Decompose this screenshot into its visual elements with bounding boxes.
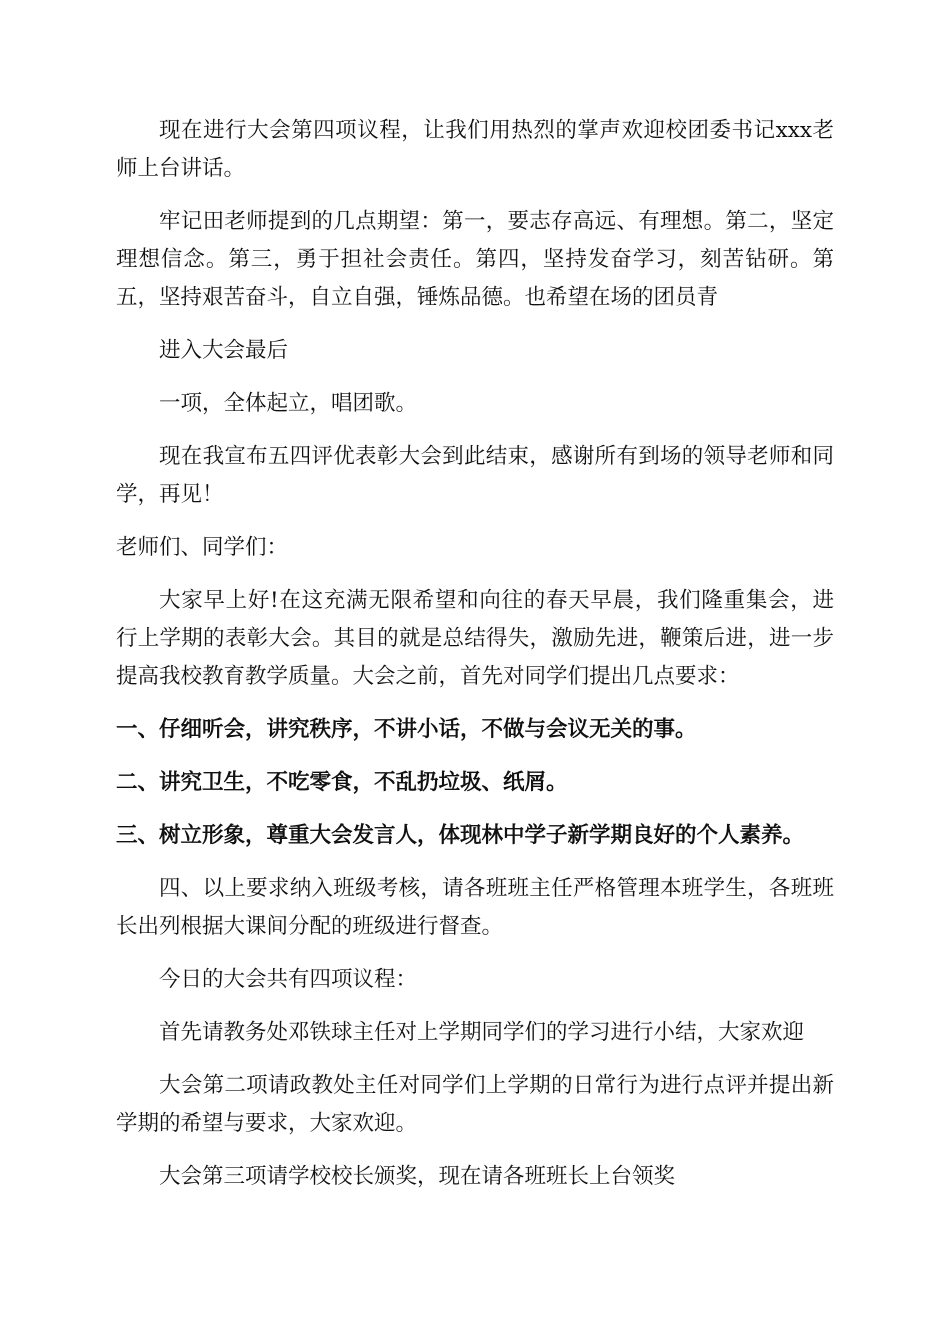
paragraph-agenda-item-3: 大会第三项请学校校长颁奖，现在请各班班长上台领奖 [159,1164,676,1189]
paragraph-opening: 大家早上好!在这充满无限希望和向往的春天早晨，我们隆重集会，进行上学期的表彰大会。其目的就是总结得失，激励先进，鞭策后进，进一步提高我校教育教学质量。大会之前，首先对同学们提出几点要求： [116,588,834,689]
paragraph-agenda-item-2: 大会第二项请政教处主任对同学们上学期的日常行为进行点评并提出新学期的希望与要求，大家欢迎。 [116,1073,834,1136]
paragraph-requirement-3: 三、树立形象，尊重大会发言人，体现林中学子新学期良好的个人素养。 [116,823,805,848]
paragraph-agenda-intro: 今日的大会共有四项议程： [159,967,418,992]
paragraph-requirement-4: 四、以上要求纳入班级考核，请各班班主任严格管理本班学生，各班班长出列根据大课间分配的班级进行督查。 [116,876,834,939]
paragraph-closing: 现在我宣布五四评优表彰大会到此结束，感谢所有到场的领导老师和同学，再见！ [116,444,834,507]
paragraph-agenda-item-4: 现在进行大会第四项议程，让我们用热烈的掌声欢迎校团委书记xxx老师上台讲话。 [116,118,834,181]
paragraph-agenda-item-1: 首先请教务处邓铁球主任对上学期同学们的学习进行小结，大家欢迎 [159,1020,805,1045]
paragraph-expectations: 牢记田老师提到的几点期望：第一，要志存高远、有理想。第二，坚定理想信念。第三，勇于担社会责任。第四，坚持发奋学习，刻苦钻研。第五，坚持艰苦奋斗，自立自强，锤炼品德。也希望在场的团员青 [116,209,834,310]
paragraph-salutation: 老师们、同学们： [116,535,289,560]
document-page [116,112,834,1211]
paragraph-final-item-start: 进入大会最后 [159,338,289,363]
paragraph-requirement-2: 二、讲究卫生，不吃零食，不乱扔垃圾、纸屑。 [116,770,568,795]
paragraph-requirement-1: 一、仔细听会，讲究秩序，不讲小话，不做与会议无关的事。 [116,717,697,742]
paragraph-final-item: 一项，全体起立，唱团歌。 [159,391,418,416]
